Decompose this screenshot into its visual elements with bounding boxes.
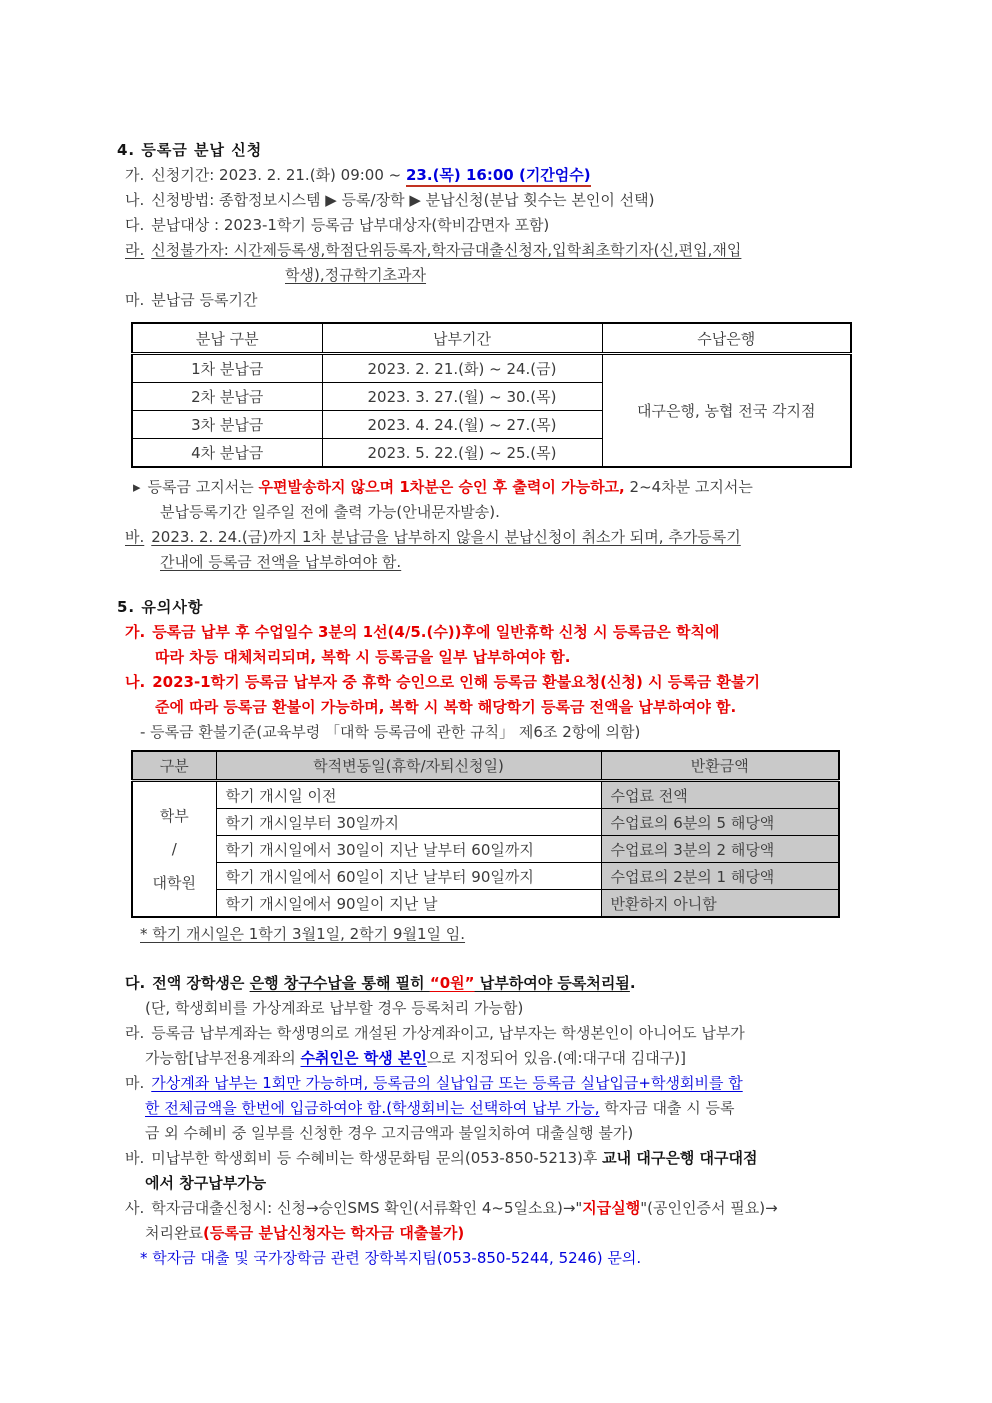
item-na5-line2 [155, 695, 892, 720]
table-row [132, 354, 851, 383]
item-label: 다. [125, 974, 146, 992]
cell-period: 2023. 5. 22.(월) ~ 25.(목) [322, 439, 602, 468]
item-da5-line2: (단, 학생회비를 가상계좌로 납부할 경우 등록처리 가능함) [145, 999, 524, 1017]
item-label: 나. [125, 673, 146, 691]
apply-method-text: 신청방법: 종합정보시스템 ▶ 등록/장학 ▶ 분납신청(분납 횟수는 본인이 선택) [151, 191, 655, 209]
cell-installment-no: 3차 분납금 [132, 411, 322, 439]
item-ba5-line2 [145, 1171, 892, 1196]
semester-start-footnote [140, 922, 892, 947]
item-na4 [125, 188, 892, 213]
cancel-warning-line1: 2023. 2. 24.(금)까지 1차 분납금을 납부하지 않을시 분납신청이 취소가 되며, 추가등록기 [151, 528, 741, 546]
table-row [132, 836, 839, 863]
item-label: 사. [125, 1199, 145, 1217]
table-header-row [132, 323, 851, 354]
item-ba5-line1 [125, 1146, 892, 1171]
col-header-period: 납부기간 [322, 323, 602, 354]
counter-pay-emphasis: 에서 창구납부가능 [145, 1174, 267, 1192]
cell-change-date: 학기 개시일에서 60일이 지난 날부터 90일까지 [216, 863, 601, 890]
section5-title: 5. 유의사항 [117, 598, 204, 616]
account-info-line2-post: 으로 지정되어 있음.(예:대구대 김대구)] [426, 1049, 686, 1067]
print-note-post: 2~4차분 고지서는 [624, 478, 753, 496]
loan-execute-emphasis: 지급실행 [582, 1199, 641, 1217]
cell-refund-amount: 수업료의 2분의 1 해당액 [601, 863, 839, 890]
cell-bank: 대구은행, 농협 전국 각지점 [602, 354, 851, 468]
col-header-refund-amount: 반환금액 [601, 751, 839, 781]
col-header-group: 구분 [132, 751, 216, 781]
refund-warning-line1: 2023-1학기 등록금 납부자 중 휴학 승인으로 인해 등록금 환불요청(신청) 시 등록금 환불기 [152, 673, 760, 691]
group-line: / [171, 840, 177, 858]
item-ga5-line2 [155, 645, 892, 670]
loan-contact-footnote [140, 1246, 892, 1271]
cell-refund-amount: 수업료의 3분의 2 해당액 [601, 836, 839, 863]
cell-installment-no: 4차 분납금 [132, 439, 322, 468]
cell-refund-amount: 수업료의 6분의 5 해당액 [601, 809, 839, 836]
item-da5-line1 [125, 971, 892, 996]
leave-warning-line2: 따라 차등 대체처리되며, 복학 시 등록금을 일부 납부하여야 함. [155, 648, 571, 666]
cell-change-date: 학기 개시일부터 30일까지 [216, 809, 601, 836]
installment-schedule-table [131, 322, 852, 468]
semester-start-footnote-text: * 학기 개시일은 1학기 3월1일, 2학기 9월1일 임. [140, 925, 466, 943]
cell-refund-amount: 수업료 전액 [601, 781, 839, 809]
item-ba4-line1 [125, 525, 892, 550]
item-ma5-line2 [145, 1096, 892, 1121]
table-header-row [132, 751, 839, 781]
item-label: 라. [125, 1024, 145, 1042]
zero-won-tail: . [629, 974, 636, 992]
payee-emphasis: 수취인은 학생 본인 [300, 1049, 427, 1067]
print-note-line2: 분납등록기간 일주일 전에 출력 가능(안내문자발송). [160, 503, 500, 521]
item-label: 나. [125, 191, 145, 209]
leave-warning-line1: 등록금 납부 후 수업일수 3분의 1선(4/5.(수))후에 일반휴학 신청 시 등록금은 학칙에 [152, 623, 720, 641]
refund-criteria-table [131, 750, 840, 918]
cell-change-date: 학기 개시일에서 30일이 지난 날부터 60일까지 [216, 836, 601, 863]
cell-period: 2023. 2. 21.(화) ~ 24.(금) [322, 354, 602, 383]
item-ma5-line1 [125, 1071, 892, 1096]
ineligible-line2: 학생),정규학기초과자 [285, 266, 427, 284]
loan-process-pre: 학자금대출신청시: 신청→승인SMS 확인(서류확인 4~5일소요)→" [151, 1199, 583, 1217]
cell-period: 2023. 3. 27.(월) ~ 30.(목) [322, 383, 602, 411]
student-group-stack [133, 805, 216, 893]
virtual-account-line2: 한 전체금액을 한번에 입금하여야 함.(학생회비는 선택하여 납부 가능, [145, 1099, 600, 1117]
col-header-change-date: 학적변동일(휴학/자퇴신청일) [216, 751, 601, 781]
account-info-line2-pre: 가능함[납부전용계좌의 [145, 1049, 301, 1067]
apply-period-text: 신청기간: 2023. 2. 21.(화) 09:00 ~ [151, 166, 406, 184]
col-header-category: 분납 구분 [132, 323, 322, 354]
item-ra5-line1 [125, 1021, 892, 1046]
zero-won-red: “0원” [429, 974, 475, 992]
unpaid-fee-pre: 미납부한 학생회비 등 수혜비는 학생문화팀 문의(053-850-5213)후 [151, 1149, 603, 1167]
item-na5-line1 [125, 670, 892, 695]
cell-change-date: 학기 개시일에서 90일이 지난 날 [216, 890, 601, 918]
account-info-line1: 등록금 납부계좌는 학생명의로 개설된 가상계좌이고, 납부자는 학생본인이 아니어도 납부가 [151, 1024, 745, 1042]
item-label: 바. [125, 1149, 145, 1167]
cancel-warning [125, 528, 741, 546]
deadline-emphasis: 23.(목) 16:00 (기간엄수) [406, 166, 591, 187]
cell-installment-no: 2차 분납금 [132, 383, 322, 411]
cell-period: 2023. 4. 24.(월) ~ 27.(목) [322, 411, 602, 439]
virtual-account-line1: 가상계좌 납부는 1회만 가능하며, 등록금의 실납입금 또는 등록금 실납입금+학생회비를 합 [151, 1074, 743, 1092]
print-note-pre: 등록금 고지서는 [147, 478, 259, 496]
item-ba4-line2 [160, 550, 892, 575]
loan-complete-text: 처리완료 [145, 1224, 203, 1242]
ineligible-line1: 신청불가자: 시간제등록생,학점단위등록자,학자금대출신청자,입학최초학기자(신,편입,재입 [151, 241, 742, 259]
item-ra4-line2 [285, 263, 892, 288]
item-label: 가. [125, 623, 146, 641]
item-label: 다. [125, 216, 145, 234]
item-label: 가. [125, 166, 145, 184]
installment-period-text: 분납금 등록기간 [151, 291, 258, 309]
item-da4 [125, 213, 892, 238]
table-row [132, 890, 839, 918]
item-ma4 [125, 288, 892, 313]
zero-won-u1: 은행 창구수납을 통해 필히 [249, 974, 430, 992]
item-ra5-line2 [145, 1046, 892, 1071]
section4-title: 4. 등록금 분납 신청 [117, 141, 263, 159]
group-line: 학부 [159, 807, 189, 825]
target-text: 분납대상 : 2023-1학기 등록금 납부대상자(학비감면자 포함) [151, 216, 550, 234]
item-label: 라. [125, 241, 145, 259]
item-ma5-line3: 금 외 수혜비 중 일부를 신청한 경우 고지금액과 불일치하여 대출실행 불가) [145, 1124, 634, 1142]
group-line: 대학원 [152, 874, 196, 892]
item-label: 마. [125, 1074, 145, 1092]
print-note-red: 우편발송하지 않으며 1차분은 승인 후 출력이 가능하고, [258, 478, 625, 496]
table-row [132, 863, 839, 890]
bank-branch-emphasis: 교내 대구은행 대구대점 [602, 1149, 758, 1167]
ineligible-text [125, 241, 741, 259]
zero-won-u2: 납부하여야 등록처리됨 [474, 974, 630, 992]
zero-won-pre: 전액 장학생은 [152, 974, 250, 992]
cell-installment-no: 1차 분납금 [132, 354, 322, 383]
item-sa5-line2 [145, 1221, 892, 1246]
item-sa5-line1 [125, 1196, 892, 1221]
item-label: 마. [125, 291, 145, 309]
cell-refund-amount: 반환하지 아니함 [601, 890, 839, 918]
bullet-icon: ▸ [133, 478, 141, 496]
loan-process-mid: "(공인인증서 필요)→ [640, 1199, 778, 1217]
cell-student-group [132, 781, 216, 918]
cancel-warning-line2: 간내에 등록금 전액을 납부하여야 함. [160, 553, 402, 571]
loan-restriction-emphasis: (등록금 분납신청자는 학자금 대출불가) [202, 1224, 465, 1242]
col-header-bank: 수납은행 [602, 323, 851, 354]
virtual-account-line2-plain: 학자금 대출 시 등록 [599, 1099, 735, 1117]
table-row [132, 781, 839, 809]
loan-contact-text: * 학자금 대출 및 국가장학금 관련 장학복지팀(053-850-5244, 5246) 문의. [140, 1249, 642, 1267]
refund-intro: - 등록금 환불기준(교육부령 「대학 등록금에 관한 규칙」 제6조 2항에 의함) [140, 723, 641, 741]
item-ga5-line1 [125, 620, 892, 645]
refund-warning-line2: 준에 따라 등록금 환불이 가능하며, 복학 시 복학 해당학기 등록금 전액을 납부하여야 함. [155, 698, 737, 716]
table-row [132, 809, 839, 836]
item-ra4-line1 [125, 238, 892, 263]
print-note-line1 [133, 475, 892, 500]
item-label: 바. [125, 528, 145, 546]
cell-change-date: 학기 개시일 이전 [216, 781, 601, 809]
item-ga4 [125, 163, 892, 188]
